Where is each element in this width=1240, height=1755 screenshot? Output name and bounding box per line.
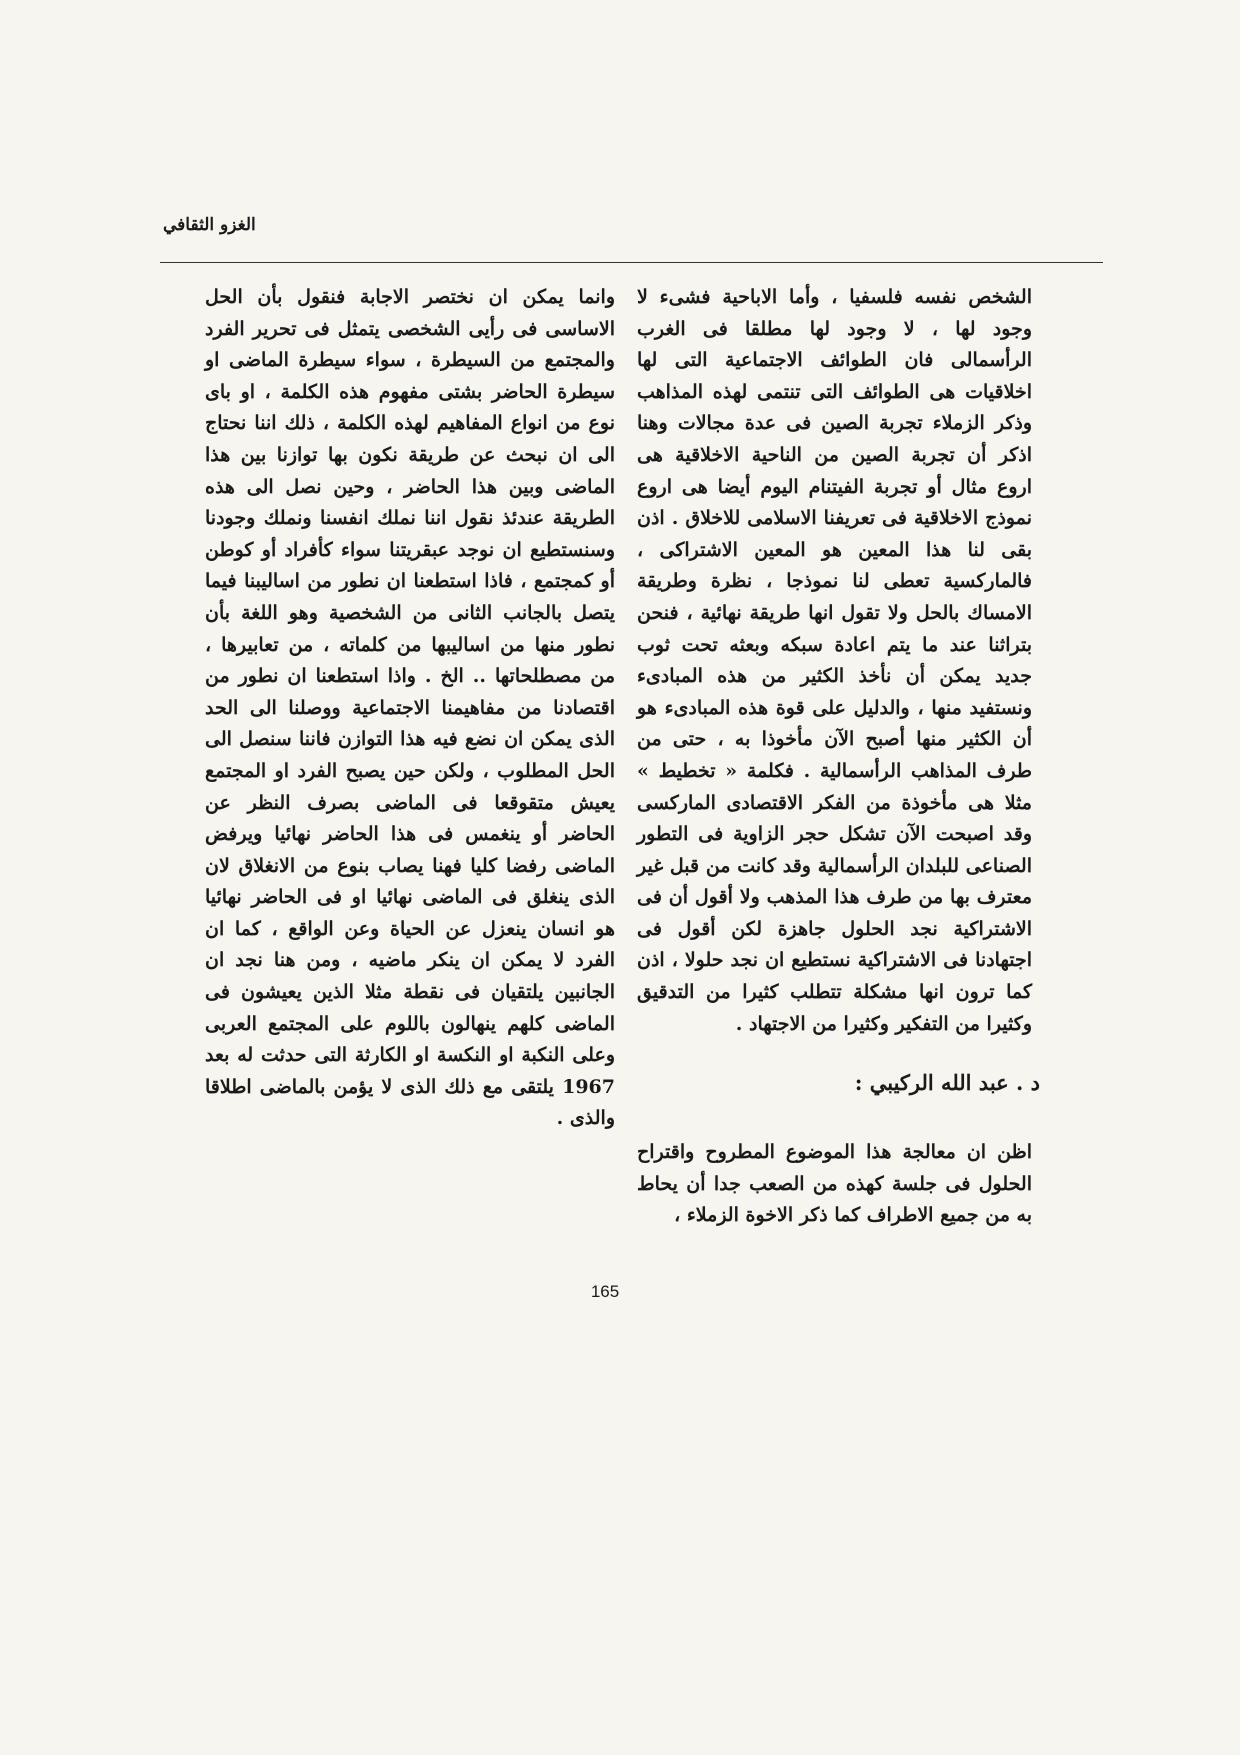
speaker-paragraph: اظن ان معالجة هذا الموضوع المطروح واقتراح الحلول فى جلسة كهذه من الصعب جدا أن يحاط به من جميع الاطراف كما ذكر الاخوة الزملاء ، bbox=[637, 1141, 1032, 1227]
left-column-paragraph: وانما يمكن ان نختصر الاجابة فنقول بأن الحل الاساسى فى رأيى الشخصى يتمثل فى تحرير الفرد والمجتمع من السيطرة ، سواء سيطرة الماضى او سيطرة الحاضر بشتى مفهوم هذه الكلمة ، او باى نوع من انواع المفاهيم لهذه الكلمة ، ذلك اننا نحتاج الى ان نبحث عن طريقة نكون بها توازنا بين هذا الماضى وبين هذا الحاضر ، وحين نصل الى هذه الطريقة عندئذ نقول اننا نملك انفسنا ونملك وجودنا وسنستطيع ان نوجد عبقريتنا سواء كأفراد أو كوطن أو كمجتمع ، فاذا استطعنا ان نطور من اساليبنا فيما يتصل بالجانب الثانى من الشخصية وهو اللغة بأن نطور منها من اساليبها من كلماته ، من تعابيرها ، من مصطلحاتها .. الخ . واذا استطعنا ان نطور من اقتصادنا من مفاهيمنا الاجتماعية ووصلنا الى الحد الذى يمكن ان نضع فيه هذا التوازن فاننا سنصل الى الحل المطلوب ، ولكن حين يصبح الفرد او المجتمع يعيش متقوقعا فى الماضى بصرف النظر عن الحاضر أو ينغمس فى هذا الحاضر نهائيا ويرفض الماضى رفضا كليا فهنا يصاب بنوع من الانغلاق لان الذى ينغلق فى الماضى نهائيا او فى الحاضر نهائيا هو انسان ينعزل عن الحياة وعن الواقع ، كما ان الفرد لا يمكن ان ينكر ماضيه ، ومن هنا نجد ان الجانبين يلتقيان فى نقطة مثلا الذين يعيشون فى الماضى كلهم ينهالون باللوم على المجتمع العربى وعلى النكبة او النكسة او الكارثة التى حدثت له بعد 1967 يلتقى مع ذلك الذى لا يؤمن بالماضى اطلاقا والذى . bbox=[205, 286, 615, 1130]
speaker-heading: د . عبد الله الركيبي : bbox=[854, 1070, 1040, 1095]
right-column bbox=[637, 282, 1032, 1040]
left-column bbox=[205, 282, 615, 1135]
page-number: 165 bbox=[590, 1282, 620, 1301]
right-column-continuation bbox=[637, 1137, 1032, 1232]
running-header-title: الغزو الثقافي bbox=[163, 215, 256, 235]
header-rule bbox=[160, 262, 1103, 263]
right-column-paragraph: الشخص نفسه فلسفيا ، وأما الاباحية فشىء لا وجود لها ، لا وجود لها مطلقا فى الغرب الرأسمالى فان الطوائف الاجتماعية التى لها اخلاقيات هى الطوائف التى تنتمى لهذه المذاهب وذكر الزملاء تجربة الصين فى عدة مجالات وهنا اذكر أن تجربة الصين من الناحية الاخلاقية هى اروع مثال أو تجربة الفيتنام اليوم أيضا هى اروع نموذج الاخلاقية فى تعريفنا الاسلامى للاخلاق . اذن بقى لنا هذا المعين هو المعين الاشتراكى ، فالماركسية تعطى لنا نموذجا ، نظرة وطريقة الامساك بالحل ولا تقول انها طريقة نهائية ، فنحن بتراثنا عند ما يتم اعادة سبكه وبعثه تحت ثوب جديد يمكن أن نأخذ الكثير من هذه المبادىء ونستفيد منها ، والدليل على قوة هذه المبادىء هو أن الكثير منها أصبح الآن مأخوذا به ، حتى من طرف المذاهب الرأسمالية . فكلمة « تخطيط » مثلا هى مأخوذة من الفكر الاقتصادى الماركسى وقد اصبحت الآن تشكل حجر الزاوية فى التطور الصناعى للبلدان الرأسمالية وقد كانت من قبل غير معترف بها من طرف هذا المذهب ولا أقول أن فى الاشتراكية نجد الحلول جاهزة لكن أقول فى اجتهادنا فى الاشتراكية نستطيع ان نجد حلولا ، اذن كما ترون انها مشكلة تتطلب كثيرا من التدقيق وكثيرا من التفكير وكثيرا من الاجتهاد . bbox=[637, 286, 1032, 1035]
